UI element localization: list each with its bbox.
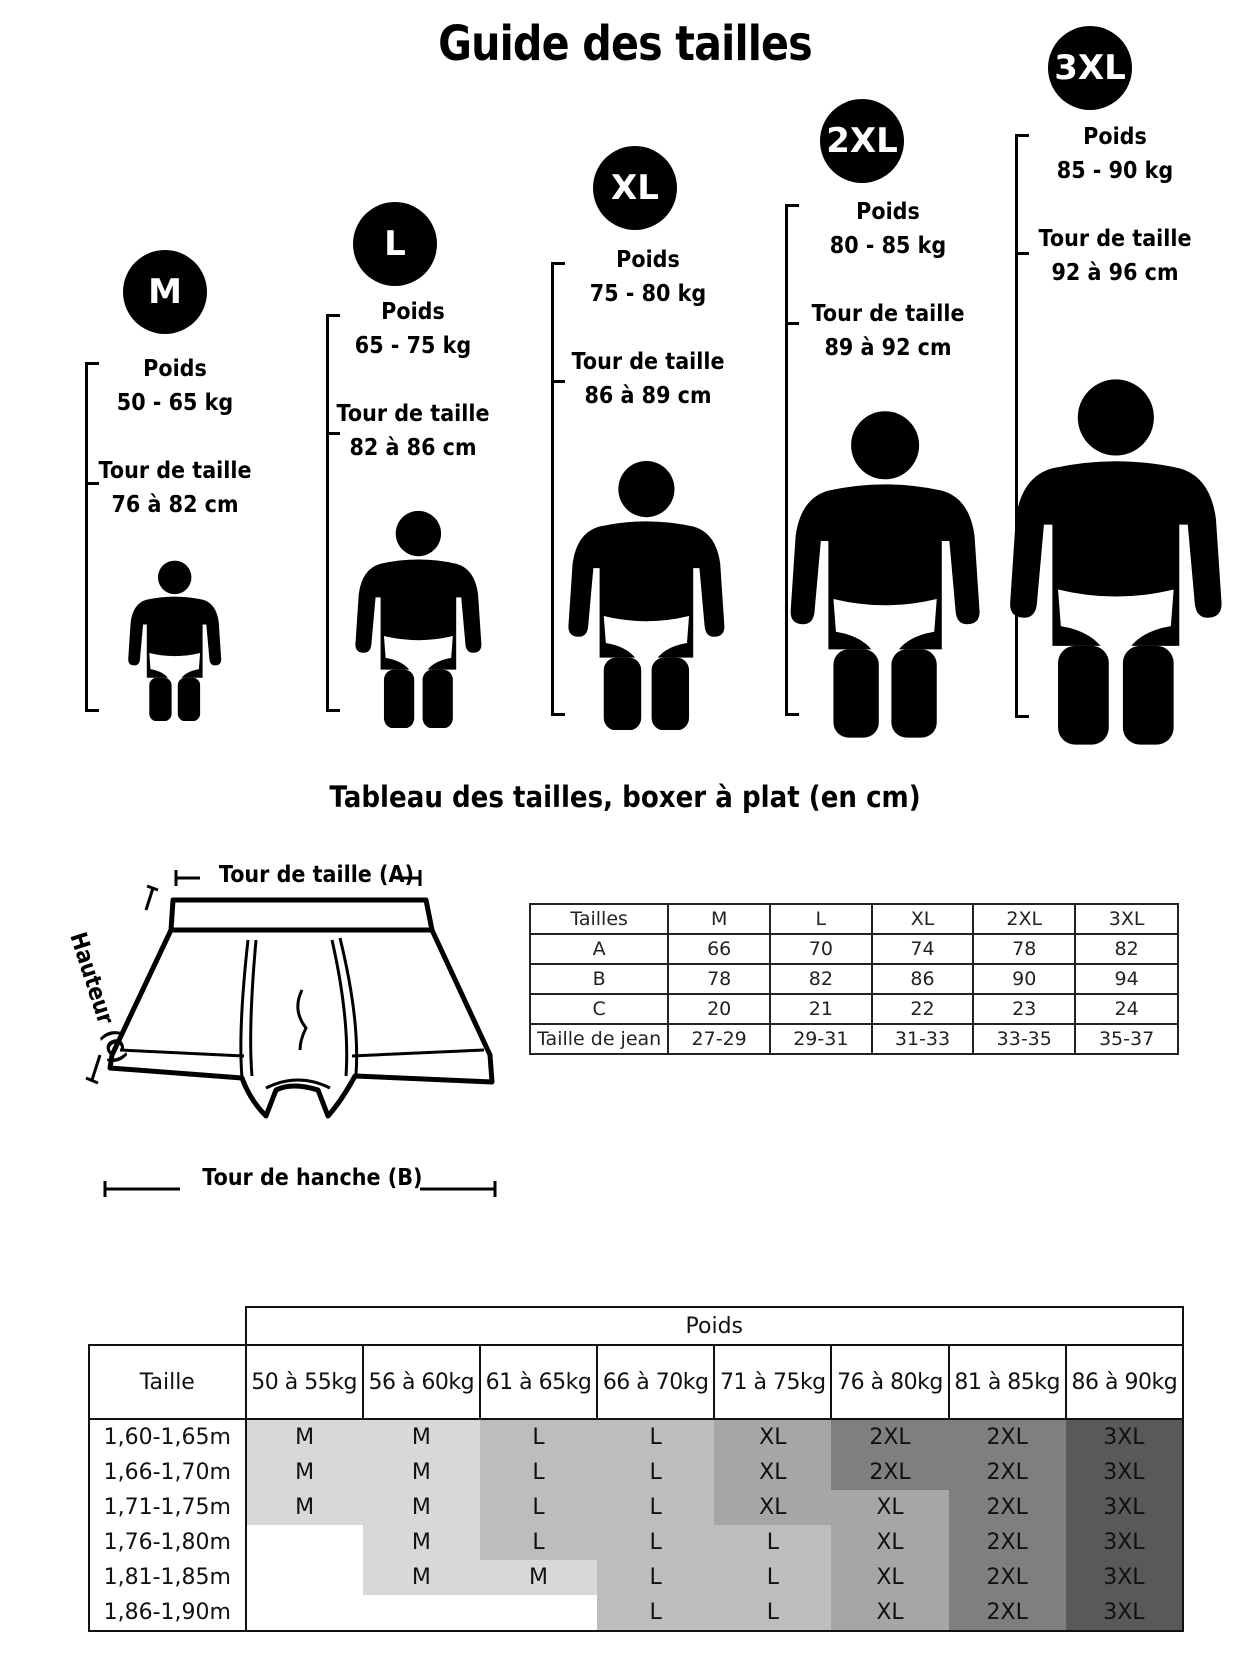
table-cell: 33-35 (973, 1024, 1075, 1054)
size-cell: 3XL (1066, 1490, 1183, 1525)
size-cell: 3XL (1066, 1419, 1183, 1455)
empty-corner (89, 1307, 246, 1345)
table-cell: 94 (1075, 964, 1178, 994)
size-cell: 2XL (831, 1419, 948, 1455)
table-cell: 24 (1075, 994, 1178, 1024)
size-tour-label: Tour de taille (98, 458, 252, 484)
table-header-cell: Tailles (530, 904, 668, 934)
table-cell: 70 (770, 934, 872, 964)
size-cell: 2XL (949, 1525, 1066, 1560)
height-label: 1,66-1,70m (89, 1455, 246, 1490)
table-row (530, 964, 1178, 994)
weight-column-header: 66 à 70kg (597, 1345, 714, 1419)
size-tour: 76 à 82 cm (111, 492, 239, 518)
size-cell: L (714, 1595, 831, 1631)
size-cell: 2XL (949, 1595, 1066, 1631)
table-header-row (530, 904, 1178, 934)
weight-group-header: Poids (246, 1307, 1183, 1345)
table-cell: 82 (1075, 934, 1178, 964)
size-cell: 3XL (1066, 1455, 1183, 1490)
size-cell: M (246, 1419, 363, 1455)
size-cell: M (246, 1455, 363, 1490)
table-cell: B (530, 964, 668, 994)
table-cell: 82 (770, 964, 872, 994)
table-cell: Taille de jean (530, 1024, 668, 1054)
matrix-row (89, 1595, 1183, 1631)
table-header-cell: L (770, 904, 872, 934)
size-badge: M (123, 250, 207, 334)
boxer-illustration (70, 850, 510, 1200)
person-icon (558, 460, 735, 730)
table-cell: C (530, 994, 668, 1024)
size-cell: XL (714, 1419, 831, 1455)
size-cell: L (597, 1595, 714, 1631)
weight-column-header: 76 à 80kg (831, 1345, 948, 1419)
weight-column-header: 50 à 55kg (246, 1345, 363, 1419)
bracket-tick (85, 709, 99, 712)
size-poids-label: Poids (1083, 124, 1147, 150)
size-cell (246, 1560, 363, 1595)
size-cell: 2XL (949, 1419, 1066, 1455)
table-cell: 66 (668, 934, 770, 964)
size-cell: 3XL (1066, 1560, 1183, 1595)
matrix-header-row (89, 1345, 1183, 1419)
label-tour-hanche-b: Tour de hanche (B) (202, 1165, 423, 1191)
weight-column-header: 56 à 60kg (363, 1345, 480, 1419)
size-cell: L (714, 1525, 831, 1560)
size-cell: M (363, 1455, 480, 1490)
size-cell: XL (714, 1490, 831, 1525)
height-header: Taille (89, 1345, 246, 1419)
person-icon (122, 560, 227, 721)
size-cell (246, 1525, 363, 1560)
size-cell: L (597, 1455, 714, 1490)
table-header-cell: XL (872, 904, 974, 934)
size-tour: 89 à 92 cm (824, 335, 952, 361)
weight-column-header: 81 à 85kg (949, 1345, 1066, 1419)
size-cell: M (480, 1560, 597, 1595)
table-cell: 86 (872, 964, 974, 994)
size-cell: 3XL (1066, 1525, 1183, 1560)
boxer-size-table (529, 903, 1179, 1055)
size-cell: L (480, 1455, 597, 1490)
table-row (530, 994, 1178, 1024)
size-cell: XL (831, 1490, 948, 1525)
size-cell: L (480, 1419, 597, 1455)
size-poids-label: Poids (143, 356, 207, 382)
size-tour: 86 à 89 cm (584, 383, 712, 409)
label-hauteur-c: Hauteur (C) (64, 929, 132, 1067)
size-bracket (551, 262, 554, 716)
size-cell: XL (831, 1525, 948, 1560)
matrix-row (89, 1455, 1183, 1490)
size-poids: 80 - 85 kg (829, 233, 947, 259)
size-cell: L (480, 1525, 597, 1560)
size-cell: 2XL (949, 1455, 1066, 1490)
size-poids: 75 - 80 kg (589, 281, 707, 307)
size-poids: 50 - 65 kg (116, 390, 234, 416)
size-bracket (326, 314, 329, 712)
height-label: 1,60-1,65m (89, 1419, 246, 1455)
matrix-row (89, 1490, 1183, 1525)
size-tour-label: Tour de taille (571, 349, 725, 375)
matrix-row (89, 1419, 1183, 1455)
table-cell: 78 (973, 934, 1075, 964)
size-cell: XL (714, 1455, 831, 1490)
boxer-table-title: Tableau des tailles, boxer à plat (en cm) (329, 780, 921, 814)
table-cell: 20 (668, 994, 770, 1024)
matrix-row (89, 1560, 1183, 1595)
size-cell: L (597, 1419, 714, 1455)
size-cell: M (246, 1490, 363, 1525)
size-cell: L (597, 1525, 714, 1560)
size-tour: 82 à 86 cm (349, 435, 477, 461)
table-cell: 27-29 (668, 1024, 770, 1054)
size-poids-label: Poids (381, 299, 445, 325)
weight-column-header: 61 à 65kg (480, 1345, 597, 1419)
size-cell: M (363, 1419, 480, 1455)
size-cell: 2XL (949, 1490, 1066, 1525)
person-icon (778, 410, 992, 738)
table-cell: A (530, 934, 668, 964)
table-header-cell: M (668, 904, 770, 934)
person-icon (347, 510, 490, 728)
weight-column-header: 86 à 90kg (1066, 1345, 1183, 1419)
height-label: 1,86-1,90m (89, 1595, 246, 1631)
size-cell: 2XL (949, 1560, 1066, 1595)
size-poids-label: Poids (616, 247, 680, 273)
size-cell: XL (831, 1560, 948, 1595)
height-label: 1,81-1,85m (89, 1560, 246, 1595)
weight-column-header: 71 à 75kg (714, 1345, 831, 1419)
size-tour: 92 à 96 cm (1051, 260, 1179, 286)
size-cell: M (363, 1525, 480, 1560)
table-row (530, 1024, 1178, 1054)
size-cell: XL (831, 1595, 948, 1631)
size-cell: L (597, 1490, 714, 1525)
size-cell: L (480, 1490, 597, 1525)
size-poids-label: Poids (856, 199, 920, 225)
size-poids: 65 - 75 kg (354, 333, 472, 359)
height-label: 1,71-1,75m (89, 1490, 246, 1525)
size-cell (363, 1595, 480, 1631)
size-cell: L (597, 1560, 714, 1595)
table-cell: 35-37 (1075, 1024, 1178, 1054)
size-poids: 85 - 90 kg (1056, 158, 1174, 184)
table-row (530, 934, 1178, 964)
size-tour-label: Tour de taille (336, 401, 490, 427)
size-badge: 2XL (820, 99, 904, 183)
table-cell: 22 (872, 994, 974, 1024)
size-cell: 2XL (831, 1455, 948, 1490)
table-cell: 90 (973, 964, 1075, 994)
bracket-tick (326, 709, 340, 712)
table-cell: 31-33 (872, 1024, 974, 1054)
size-tour-label: Tour de taille (1038, 226, 1192, 252)
size-badge: 3XL (1048, 26, 1132, 110)
size-cell: L (714, 1560, 831, 1595)
size-cell: M (363, 1560, 480, 1595)
size-matrix-table (88, 1306, 1184, 1632)
label-tour-taille-a: Tour de taille (A) (218, 862, 414, 888)
table-cell: 21 (770, 994, 872, 1024)
table-header-cell: 3XL (1075, 904, 1178, 934)
table-cell: 23 (973, 994, 1075, 1024)
page-title: Guide des tailles (438, 16, 812, 72)
table-cell: 29-31 (770, 1024, 872, 1054)
table-cell: 74 (872, 934, 974, 964)
height-label: 1,76-1,80m (89, 1525, 246, 1560)
size-cell: M (363, 1490, 480, 1525)
matrix-group-row (89, 1307, 1183, 1345)
size-badge: L (353, 202, 437, 286)
size-cell: 3XL (1066, 1595, 1183, 1631)
table-header-cell: 2XL (973, 904, 1075, 934)
table-cell: 78 (668, 964, 770, 994)
matrix-row (89, 1525, 1183, 1560)
size-tour-label: Tour de taille (811, 301, 965, 327)
size-cell (246, 1595, 363, 1631)
person-icon (996, 378, 1236, 745)
size-badge: XL (593, 146, 677, 230)
size-cell (480, 1595, 597, 1631)
